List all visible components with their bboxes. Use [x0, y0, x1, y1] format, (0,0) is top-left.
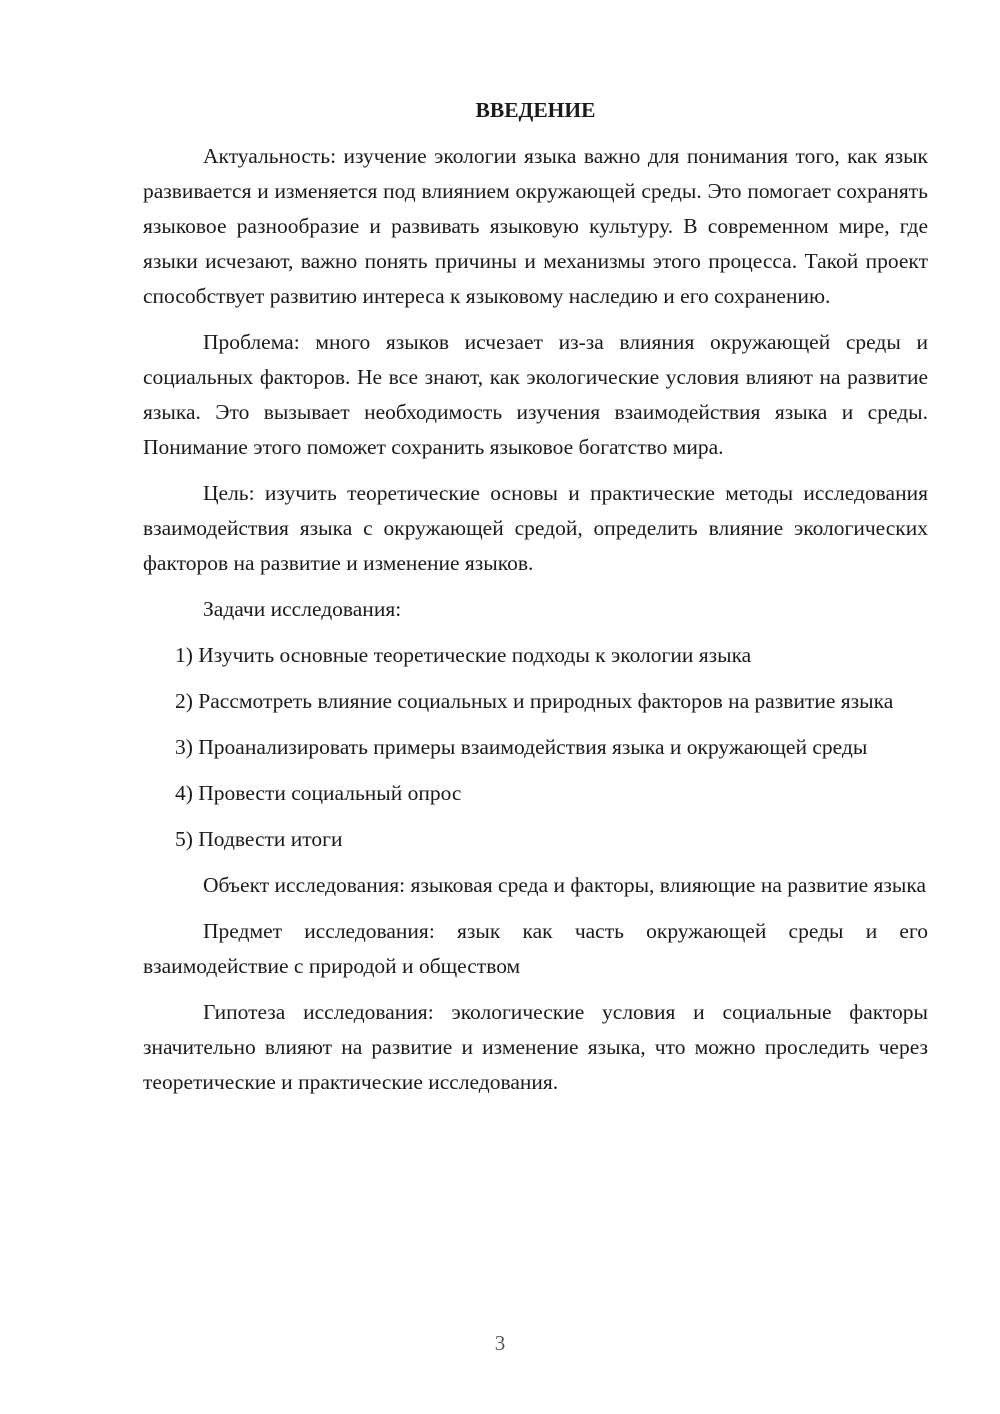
task-item-3: 3) Проанализировать примеры взаимодействия языка и окружающей среды	[175, 735, 868, 759]
tasks-heading: Задачи исследования:	[203, 597, 402, 621]
task-item-1: 1) Изучить основные теоретические подходы к экологии языка	[175, 643, 752, 667]
task-item-4: 4) Провести социальный опрос	[175, 781, 462, 805]
subject-paragraph: Предмет исследования: язык как часть окружающей среды и его взаимодействие с природой и обществом	[143, 919, 928, 978]
object-paragraph: Объект исследования: языковая среда и факторы, влияющие на развитие языка	[203, 873, 927, 897]
section-title: ВВЕДЕНИЕ	[475, 98, 596, 122]
problem-paragraph: Проблема: много языков исчезает из-за влияния окружающей среды и социальных факторов. Не все знают, как экологические условия влияют на развитие языка. Это вызывает необходимость изучения взаимодействия языка и среды. Понимание этого поможет сохранить языковое богатство мира.	[143, 330, 928, 459]
document-page	[143, 93, 928, 1111]
hypothesis-paragraph: Гипотеза исследования: экологические условия и социальные факторы значительно влияют на развитие и изменение языка, что можно проследить через теоретические и практические исследования.	[143, 1000, 928, 1094]
relevance-paragraph: Актуальность: изучение экологии языка важно для понимания того, как язык развивается и изменяется под влиянием окружающей среды. Это помогает сохранять языковое разнообразие и развивать языковую культуру. В современном мире, где языки исчезают, важно понять причины и механизмы этого процесса. Такой проект способствует развитию интереса к языковому наследию и его сохранению.	[143, 144, 928, 308]
page-number: 3	[494, 1331, 506, 1355]
task-item-5: 5) Подвести итоги	[175, 827, 343, 851]
goal-paragraph: Цель: изучить теоретические основы и практические методы исследования взаимодействия языка с окружающей средой, определить влияние экологических факторов на развитие и изменение языков.	[143, 481, 928, 575]
task-item-2: 2) Рассмотреть влияние социальных и природных факторов на развитие языка	[175, 689, 894, 713]
